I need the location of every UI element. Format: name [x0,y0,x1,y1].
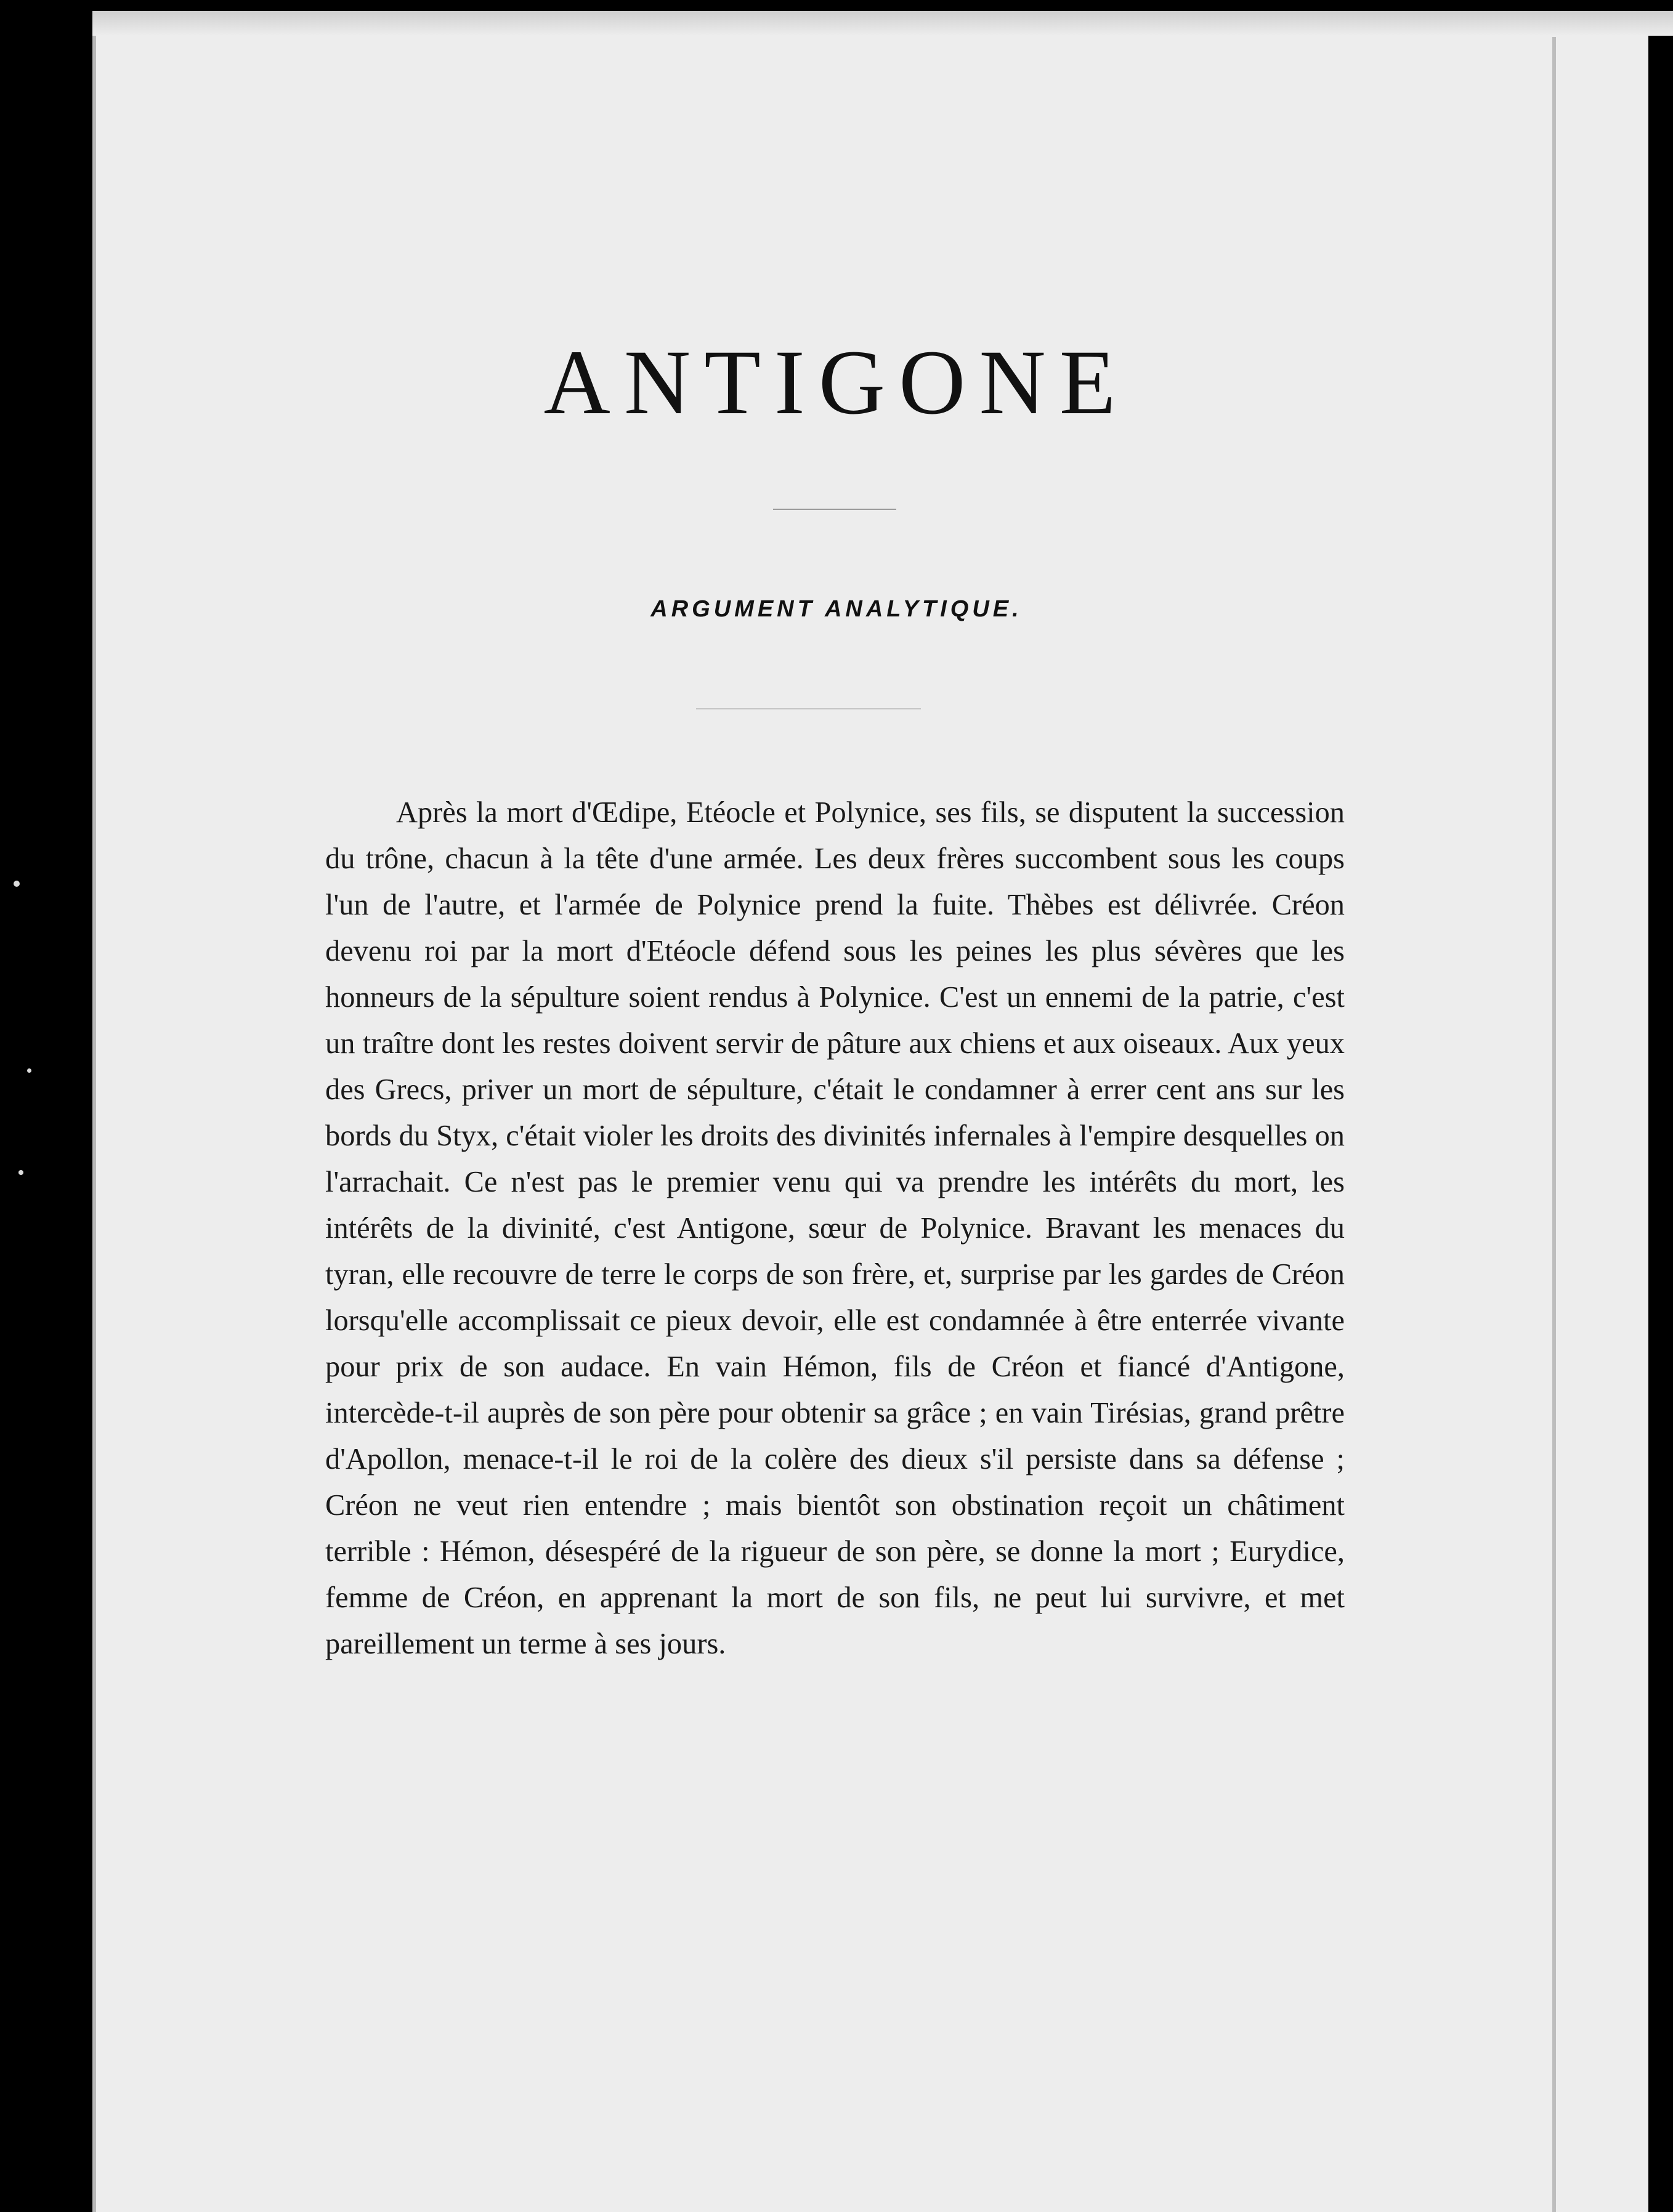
scan-speck [18,1170,23,1175]
section-subtitle: ARGUMENT ANALYTIQUE. [650,596,1023,622]
scan-speck [14,881,20,887]
page-title: ANTIGONE [543,331,1130,434]
scan-speck [27,1068,31,1073]
title-divider [773,509,896,510]
argument-paragraph: Après la mort d'Œdipe, Etéocle et Polynice, ses fils, se disputent la succession du trône, chacun à la tête d'une armée. Les deux frères succombent sous les coups l'un de l'autre, et l'armée de Polynice prend la fuite. Thèbes est délivrée. Créon devenu roi par la mort d'Etéocle défend sous les peines les plus sévères que les honneurs de la sépulture soient rendus à Polynice. C'est un ennemi de la patrie, c'est un traître dont les restes doivent servir de pâture aux chiens et aux oiseaux. Aux yeux des Grecs, priver un mort de sépulture, c'était le condamner à errer cent ans sur les bords du Styx, c'était violer les droits des divinités infernales à l'empire desquelles on l'arrachait. Ce n'est pas le premier venu qui va prendre les intérêts du mort, les intérêts de la divinité, c'est Antigone, sœur de Polynice. Bravant les menaces du tyran, elle recouvre de terre le corps de son frère, et, surprise par les gardes de Créon lorsqu'elle accomplissait ce pieux devoir, elle est condamnée à être enterrée vivante pour prix de son audace. En vain Hémon, fils de Créon et fiancé d'Antigone, intercède-t-il auprès de son père pour obtenir sa grâce ; en vain Tirésias, grand prêtre d'Apollon, menace-t-il le roi de la colère des dieux s'il persiste dans sa défense ; Créon ne veut rien entendre ; mais bientôt son obstination reçoit un châtiment terrible : Hémon, désespéré de la rigueur de son père, se donne la mort ; Eurydice, femme de Créon, en apprenant la mort de son fils, ne peut lui survivre, et met pareillement un terme à ses jours. [325,796,1345,1660]
page-top-edge [92,11,1673,36]
subtitle-divider [696,708,921,709]
